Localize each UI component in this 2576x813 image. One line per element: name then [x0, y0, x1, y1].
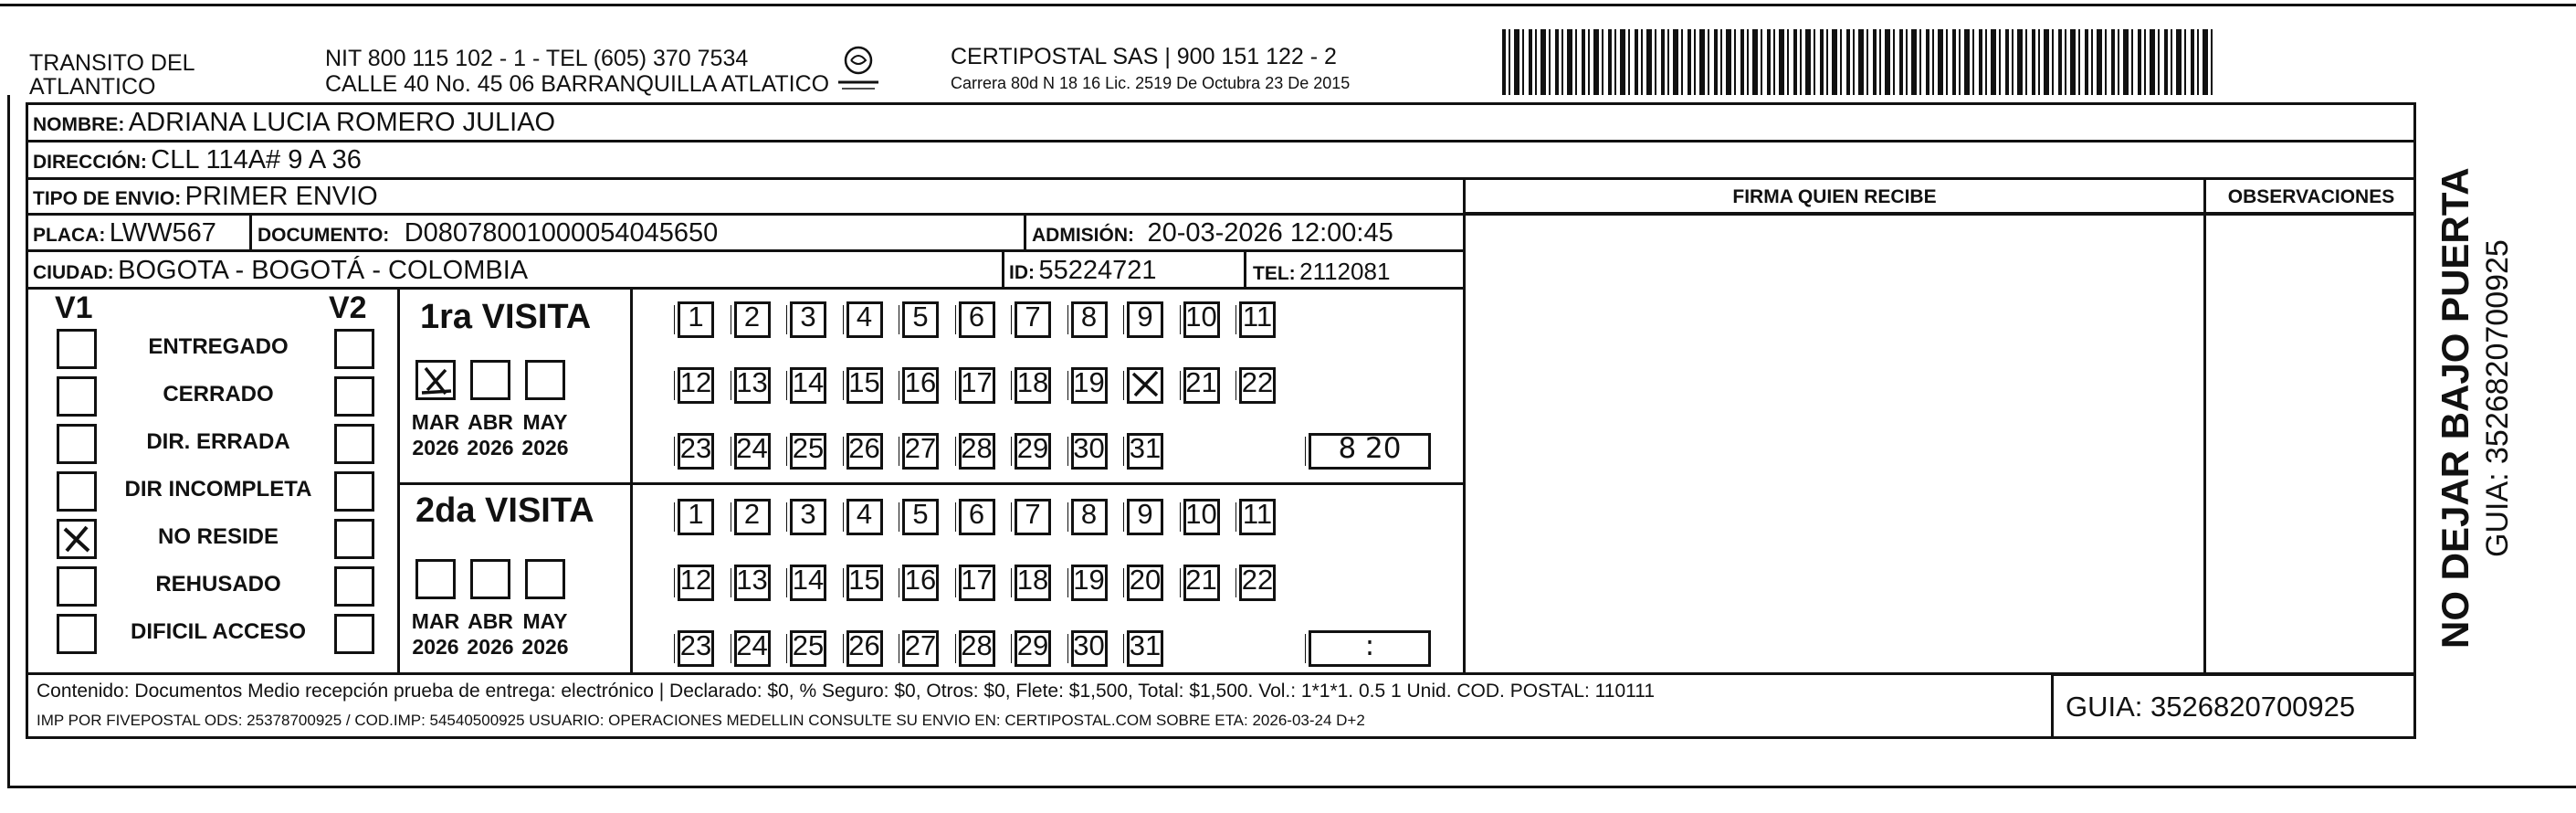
placa-cell: [33, 218, 216, 248]
v1-checkbox[interactable]: [57, 614, 97, 654]
month-year: 2026: [467, 436, 514, 459]
firma-col-line: [1463, 179, 1466, 674]
documento-value: D08078001000054045650: [404, 218, 719, 248]
day-box[interactable]: 8: [1071, 301, 1108, 338]
v1-checkbox[interactable]: [57, 471, 97, 512]
ciudad-label: CIUDAD:: [33, 262, 114, 283]
day-box[interactable]: 14: [790, 565, 826, 601]
day-box[interactable]: 13: [734, 565, 771, 601]
day-box[interactable]: 23: [678, 630, 714, 667]
day-box[interactable]: 10: [1183, 499, 1220, 535]
day-box[interactable]: 11: [1239, 499, 1276, 535]
month-checkbox[interactable]: [415, 559, 456, 599]
day-box[interactable]: 28: [959, 630, 995, 667]
v2-checkbox[interactable]: [334, 614, 374, 654]
day-box[interactable]: 11: [1239, 301, 1276, 338]
day-box[interactable]: 14: [790, 367, 826, 404]
month-label: [509, 608, 582, 660]
day-box[interactable]: 5: [902, 499, 939, 535]
footer-contenido: Contenido: Documentos Medio recepción prueba de entrega: electrónico | Declarado: $0, % Seguro: $0, Otros: $0, Flete: $1,500, Total: $1,500. Vol.: 1*1*1. 0.5 1 Unid. COD. POSTAL: 110111: [37, 681, 1656, 702]
company-info: [951, 44, 1350, 93]
ciudad-value: BOGOTA - BOGOTÁ - COLOMBIA: [118, 256, 529, 285]
status-reason-label: DIR INCOMPLETA: [124, 477, 312, 502]
month-name: MAR: [411, 609, 460, 633]
tipo-label: TIPO DE ENVIO:: [33, 188, 182, 209]
day-box[interactable]: 12: [678, 367, 714, 404]
day-box[interactable]: 3: [790, 499, 826, 535]
day-box[interactable]: 6: [959, 301, 995, 338]
barcode: [1502, 29, 2213, 95]
nombre-value: ADRIANA LUCIA ROMERO JULIAO: [128, 108, 556, 137]
day-box[interactable]: 2: [734, 301, 771, 338]
day-box[interactable]: 30: [1071, 433, 1108, 470]
day-box[interactable]: 12: [678, 565, 714, 601]
v2-checkbox[interactable]: [334, 471, 374, 512]
row-line: [26, 287, 1465, 290]
day-box[interactable]: 19: [1071, 367, 1108, 404]
day-box[interactable]: 19: [1071, 565, 1108, 601]
nombre-row: [33, 108, 555, 138]
col-line: [1002, 251, 1004, 288]
v2-checkbox[interactable]: [334, 424, 374, 464]
firma-header: FIRMA QUIEN RECIBE: [1732, 186, 1937, 207]
day-box[interactable]: 3: [790, 301, 826, 338]
documento-cell: [258, 218, 718, 248]
month-checkbox[interactable]: [525, 360, 565, 400]
license-line: Carrera 80d N 18 16 Lic. 2519 De Octubra 23 De 2015: [951, 74, 1351, 92]
nit-line: NIT 800 115 102 - 1 - TEL (605) 370 7534: [325, 46, 749, 71]
sender-line-2: ATLANTICO: [29, 74, 156, 100]
side-warning: NO DEJAR BAJO PUERTA: [2434, 167, 2476, 649]
first-visit-title: 1ra VISITA: [420, 298, 592, 336]
col-line: [249, 215, 252, 250]
month-name: MAY: [522, 609, 568, 633]
left-edge-line: [7, 95, 10, 786]
v2-checkbox[interactable]: [334, 566, 374, 607]
day-box[interactable]: 1: [678, 499, 714, 535]
month-year: 2026: [467, 635, 514, 659]
month-year: 2026: [412, 436, 459, 459]
day-box[interactable]: 23: [678, 433, 714, 470]
v2-checkbox[interactable]: [334, 519, 374, 559]
day-box[interactable]: 24: [734, 630, 771, 667]
v2-label: V2: [329, 290, 367, 325]
direccion-value: CLL 114A# 9 A 36: [151, 145, 362, 174]
month-name: MAY: [522, 410, 568, 434]
status-reason-label: DIFICIL ACCESO: [130, 619, 306, 644]
day-box[interactable]: 1: [678, 301, 714, 338]
day-box[interactable]: 24: [734, 433, 771, 470]
v1-label: V1: [55, 290, 93, 325]
top-edge-line: [0, 4, 2576, 6]
month-checkbox[interactable]: [525, 559, 565, 599]
time-box[interactable]: 8 20: [1309, 433, 1431, 470]
direccion-row: [33, 145, 362, 175]
month-name: MAR: [411, 410, 460, 434]
visit-divider-line: [399, 482, 1464, 485]
day-box[interactable]: 16: [902, 565, 939, 601]
observaciones-header: OBSERVACIONES: [2227, 186, 2395, 207]
direccion-label: DIRECCIÓN:: [33, 152, 147, 173]
day-box[interactable]: 21: [1183, 565, 1220, 601]
admision-value: 20-03-2026 12:00:45: [1147, 218, 1393, 248]
day-box[interactable]: 9: [1127, 301, 1163, 338]
month-year: 2026: [521, 436, 569, 459]
v2-checkbox[interactable]: [334, 376, 374, 417]
status-reason-label: DIR. ERRADA: [146, 429, 290, 454]
day-box[interactable]: 27: [902, 433, 939, 470]
v1-checkbox[interactable]: [57, 329, 97, 369]
day-box[interactable]: 21: [1183, 367, 1220, 404]
address-line: CALLE 40 No. 45 06 BARRANQUILLA ATLATICO: [325, 71, 830, 97]
time-box[interactable]: :: [1309, 630, 1431, 667]
footer-imp: IMP POR FIVEPOSTAL ODS: 25378700925 / COD.IMP: 54540500925 USUARIO: OPERACIONES MEDELLIN CONSULTE SU ENVIO EN: CERTIPOSTAL.COM SOBRE ETA: 2026-03-24 D+2: [37, 712, 1365, 729]
day-box[interactable]: 30: [1071, 630, 1108, 667]
bottom-edge-line: [7, 786, 2576, 788]
day-box[interactable]: 22: [1239, 565, 1276, 601]
day-box[interactable]: 16: [902, 367, 939, 404]
day-box[interactable]: 26: [846, 433, 883, 470]
day-box[interactable]: 15: [846, 565, 883, 601]
tipo-row: [33, 182, 378, 212]
day-box[interactable]: 28: [959, 433, 995, 470]
tel-label: TEL:: [1253, 263, 1296, 284]
day-box[interactable]: 25: [790, 433, 826, 470]
x-mark-icon: [1130, 368, 1161, 399]
obs-col-line: [2203, 179, 2206, 674]
day-box[interactable]: 22: [1239, 367, 1276, 404]
placa-label: PLACA:: [33, 225, 106, 246]
day-box[interactable]: 31: [1127, 630, 1163, 667]
documento-label: DOCUMENTO:: [258, 225, 390, 246]
status-reason-label: NO RESIDE: [157, 524, 279, 549]
x-mark-icon: [418, 363, 453, 397]
v1-checkbox[interactable]: [57, 566, 97, 607]
v1-checkbox[interactable]: [57, 376, 97, 417]
status-reason-label: CERRADO: [163, 382, 274, 406]
day-box[interactable]: 4: [846, 499, 883, 535]
tipo-value: PRIMER ENVIO: [184, 182, 378, 211]
day-box[interactable]: 13: [734, 367, 771, 404]
status-reason-label: ENTREGADO: [148, 334, 289, 359]
day-box[interactable]: 15: [846, 367, 883, 404]
day-box[interactable]: 9: [1127, 499, 1163, 535]
ciudad-cell: [33, 256, 528, 286]
day-box[interactable]: 25: [790, 630, 826, 667]
admision-cell: [1032, 218, 1393, 248]
day-box[interactable]: 7: [1015, 301, 1051, 338]
day-box[interactable]: 17: [959, 367, 995, 404]
day-box[interactable]: 18: [1015, 367, 1051, 404]
day-box[interactable]: 2: [734, 499, 771, 535]
firma-header-line: [1463, 212, 2416, 214]
month-section-line: [630, 289, 633, 673]
month-checkbox[interactable]: [415, 360, 456, 400]
day-box[interactable]: 4: [846, 301, 883, 338]
admision-label: ADMISIÓN:: [1032, 225, 1134, 246]
day-box[interactable]: 18: [1015, 565, 1051, 601]
month-checkbox[interactable]: [470, 360, 510, 400]
day-box[interactable]: 29: [1015, 433, 1051, 470]
month-name: ABR: [468, 609, 513, 633]
status-reason-label: REHUSADO: [155, 572, 281, 597]
company-line: CERTIPOSTAL SAS | 900 151 122 - 2: [951, 44, 1337, 69]
day-box[interactable]: 6: [959, 499, 995, 535]
second-visit-title: 2da VISITA: [415, 491, 594, 530]
day-box[interactable]: 27: [902, 630, 939, 667]
tel-value: 2112081: [1299, 258, 1391, 285]
day-box[interactable]: 20: [1127, 565, 1163, 601]
month-year: 2026: [521, 635, 569, 659]
v2-checkbox[interactable]: [334, 329, 374, 369]
placa-value: LWW567: [109, 218, 216, 248]
id-label: ID:: [1009, 262, 1035, 283]
sender-line-1: TRANSITO DEL: [29, 50, 195, 76]
day-box[interactable]: 8: [1071, 499, 1108, 535]
day-box[interactable]: 17: [959, 565, 995, 601]
id-value: 55224721: [1038, 256, 1157, 285]
certipostal-logo: [831, 40, 886, 95]
footer-guia: GUIA: 3526820700925: [2066, 691, 2356, 723]
month-label: [509, 409, 582, 460]
id-cell: [1009, 256, 1156, 286]
day-box[interactable]: 5: [902, 301, 939, 338]
day-box[interactable]: 7: [1015, 499, 1051, 535]
day-box[interactable]: 26: [846, 630, 883, 667]
month-name: ABR: [468, 410, 513, 434]
day-box[interactable]: [1127, 367, 1163, 404]
nombre-label: NOMBRE:: [33, 114, 125, 135]
side-guia: GUIA: 3526820700925: [2480, 239, 2515, 557]
day-box[interactable]: 10: [1183, 301, 1220, 338]
v1-checkbox[interactable]: [57, 519, 97, 559]
row-line: [26, 249, 1465, 252]
month-year: 2026: [412, 635, 459, 659]
x-mark-icon: [59, 522, 94, 556]
col-line: [1244, 251, 1246, 288]
row-line: [26, 140, 2416, 143]
v1-checkbox[interactable]: [57, 424, 97, 464]
day-box[interactable]: 31: [1127, 433, 1163, 470]
month-checkbox[interactable]: [470, 559, 510, 599]
row-line: [26, 177, 2416, 180]
tel-cell: [1253, 258, 1390, 286]
sender-info: [325, 46, 829, 97]
col-line: [1024, 215, 1026, 250]
day-box[interactable]: 29: [1015, 630, 1051, 667]
sender-name: [29, 51, 195, 99]
